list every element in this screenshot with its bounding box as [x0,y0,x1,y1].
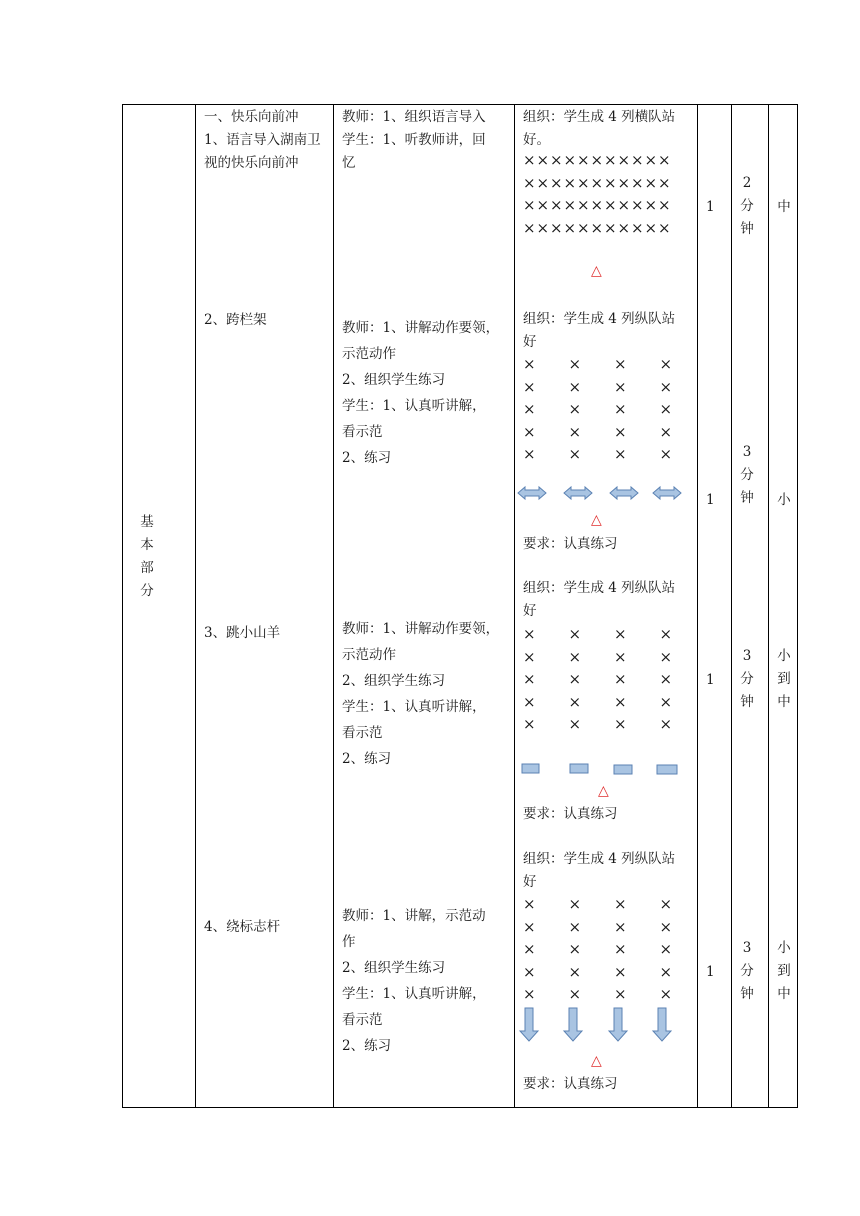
formation-row [523,713,705,736]
student-mark: × [631,218,644,237]
formation-row [523,149,672,172]
student-mark: × [577,173,590,192]
student-mark: × [550,151,563,170]
student-mark: × [617,218,631,237]
marker-pole-arrows [519,1007,689,1043]
student-mark: × [550,173,563,192]
column-divider [768,104,769,1108]
row-4-time: 3 分 钟 [740,940,754,1002]
row-4-requirement: 要求：认真练习 [523,1076,618,1092]
student-mark: × [604,151,617,170]
row-2-org-title: 组织：学生成 4 列纵队站 好 [523,311,676,350]
formation-row [523,623,705,646]
row-4-org-title: 组织：学生成 4 列纵队站 好 [523,851,676,890]
student-mark: × [523,647,536,666]
vaulting-box-icon [657,765,677,774]
row-4-formation [523,893,705,1006]
row-4-intensity: 小 到 中 [777,940,791,1002]
row-1-content: 一、快乐向前冲 1、语言导入湖南卫 视的快乐向前冲 [204,109,321,171]
student-mark: × [659,422,673,441]
row-3-formation [523,623,705,736]
student-mark: × [614,895,627,914]
student-mark: × [523,422,536,441]
student-mark: × [614,715,627,734]
row-4-method: 教师：1、讲解，示范动 作 2、组织学生练习 学生：1、认真听讲解， 看示范 2、练习 [342,908,486,1054]
down-arrow-icon [520,1008,538,1041]
formation-row [523,893,705,916]
table-border-left [122,104,123,1108]
formation-row [523,217,672,240]
student-mark: × [604,218,617,237]
student-mark: × [659,917,673,936]
row-4-content: 4、绕标志杆 [204,919,281,935]
student-mark: × [614,625,627,644]
down-arrow-icon [564,1008,582,1041]
student-mark: × [659,355,673,374]
formation-row [523,353,705,376]
student-mark: × [568,647,582,666]
row-1-count: 1 [706,199,715,215]
row-3-method: 教师：1、讲解动作要领， 示范动作 2、组织学生练习 学生：1、认真听讲解， 看示范 2、练习 [342,621,500,767]
student-mark: × [659,400,673,419]
student-mark: × [536,151,550,170]
row-3-time: 3 分 钟 [740,648,754,710]
student-mark: × [590,218,604,237]
vaulting-box-icon [570,764,588,773]
student-mark: × [523,173,536,192]
student-mark: × [659,647,673,666]
student-mark: × [614,940,627,959]
student-mark: × [614,670,627,689]
student-mark: × [568,692,582,711]
row-2-count: 1 [706,492,715,508]
table-border-bottom [122,1107,798,1108]
student-mark: × [568,985,582,1004]
student-mark: × [614,985,627,1004]
row-2-content: 2、跨栏架 [204,312,267,328]
student-mark: × [568,670,582,689]
double-arrow-icon [610,487,638,499]
row-1-intensity: 中 [777,199,791,215]
student-mark: × [568,917,582,936]
student-mark: × [590,151,604,170]
student-mark: × [658,151,671,170]
row-3-org-title: 组织：学生成 4 列纵队站 好 [523,580,676,619]
formation-row [523,194,672,217]
student-mark: × [568,940,582,959]
formation-row [523,983,705,1006]
student-mark: × [523,151,536,170]
student-mark: × [523,670,536,689]
teacher-triangle-icon: △ [591,1053,602,1069]
column-divider [333,104,334,1108]
student-mark: × [568,422,582,441]
table-border-right [797,104,798,1108]
student-mark: × [659,962,673,981]
student-mark: × [568,445,582,464]
row-1-org-title: 组织：学生成 4 列横队站 好。 [523,109,676,148]
student-mark: × [659,715,673,734]
student-mark: × [659,625,673,644]
down-arrow-icon [653,1008,671,1041]
student-mark: × [604,173,617,192]
row-1-method: 教师：1、组织语言导入 学生：1、听教师讲，回 忆 [342,109,486,171]
student-mark: × [617,151,631,170]
student-mark: × [523,917,536,936]
teacher-triangle-icon: △ [591,512,602,528]
student-mark: × [614,422,627,441]
formation-row [523,646,705,669]
formation-row [523,172,672,195]
formation-row [523,961,705,984]
student-mark: × [659,940,673,959]
vaulting-box-icon [614,765,632,774]
student-mark: × [658,173,671,192]
row-2-time: 3 分 钟 [740,444,754,506]
student-mark: × [644,196,658,215]
student-mark: × [631,151,644,170]
student-mark: × [614,647,627,666]
formation-row [523,938,705,961]
row-1-formation [523,149,672,239]
student-mark: × [523,715,536,734]
student-mark: × [523,692,536,711]
column-divider [514,104,515,1108]
student-mark: × [568,895,582,914]
student-mark: × [568,715,582,734]
row-3-count: 1 [706,672,715,688]
student-mark: × [523,985,536,1004]
student-mark: × [563,196,577,215]
student-mark: × [568,355,582,374]
student-mark: × [577,151,590,170]
student-mark: × [617,196,631,215]
student-mark: × [590,196,604,215]
formation-row [523,691,705,714]
student-mark: × [658,196,671,215]
double-arrow-icon [564,487,592,499]
student-mark: × [523,400,536,419]
student-mark: × [563,173,577,192]
student-mark: × [563,151,577,170]
vaulting-box-icon [522,764,539,773]
student-mark: × [614,377,627,396]
student-mark: × [523,218,536,237]
student-mark: × [536,218,550,237]
student-mark: × [631,196,644,215]
student-mark: × [644,173,658,192]
double-arrow-icon [653,487,681,499]
student-mark: × [659,692,673,711]
row-2-requirement: 要求：认真练习 [523,536,618,552]
student-mark: × [523,940,536,959]
formation-row [523,916,705,939]
row-2-formation [523,353,705,466]
student-mark: × [523,625,536,644]
student-mark: × [617,173,631,192]
student-mark: × [568,625,582,644]
row-1-time: 2 分 钟 [740,175,754,237]
student-mark: × [523,355,536,374]
formation-row [523,398,705,421]
formation-row [523,421,705,444]
double-arrow-icon [518,487,546,499]
teacher-triangle-icon: △ [598,783,609,799]
student-mark: × [563,218,577,237]
student-mark: × [614,917,627,936]
student-mark: × [614,445,627,464]
student-mark: × [614,962,627,981]
student-mark: × [659,377,673,396]
student-mark: × [536,173,550,192]
vaulting-boxes [521,763,691,779]
student-mark: × [614,400,627,419]
student-mark: × [568,962,582,981]
student-mark: × [568,400,582,419]
student-mark: × [604,196,617,215]
student-mark: × [568,377,582,396]
student-mark: × [523,895,536,914]
student-mark: × [614,692,627,711]
row-3-requirement: 要求：认真练习 [523,806,618,822]
student-mark: × [523,196,536,215]
student-mark: × [523,445,536,464]
formation-row [523,376,705,399]
table-border-top [122,104,798,105]
student-mark: × [644,218,658,237]
student-mark: × [536,196,550,215]
row-3-content: 3、跳小山羊 [204,625,281,641]
teacher-triangle-icon: △ [591,263,602,279]
student-mark: × [659,670,673,689]
student-mark: × [631,173,644,192]
student-mark: × [577,218,590,237]
row-3-intensity: 小 到 中 [777,648,791,710]
column-divider [195,104,196,1108]
student-mark: × [523,377,536,396]
student-mark: × [550,218,563,237]
student-mark: × [550,196,563,215]
student-mark: × [644,151,658,170]
student-mark: × [577,196,590,215]
row-2-method: 教师：1、讲解动作要领， 示范动作 2、组织学生练习 学生：1、认真听讲解， 看示范 2、练习 [342,320,500,466]
down-arrow-icon [609,1008,627,1041]
student-mark: × [658,218,671,237]
student-mark: × [659,895,673,914]
student-mark: × [590,173,604,192]
section-label: 基 本 部 分 [140,514,154,599]
student-mark: × [659,445,673,464]
row-4-count: 1 [706,964,715,980]
student-mark: × [659,985,673,1004]
hurdle-arrows [517,484,687,504]
row-2-intensity: 小 [777,492,791,508]
column-divider [731,104,732,1108]
formation-row [523,443,705,466]
student-mark: × [614,355,627,374]
student-mark: × [523,962,536,981]
formation-row [523,668,705,691]
